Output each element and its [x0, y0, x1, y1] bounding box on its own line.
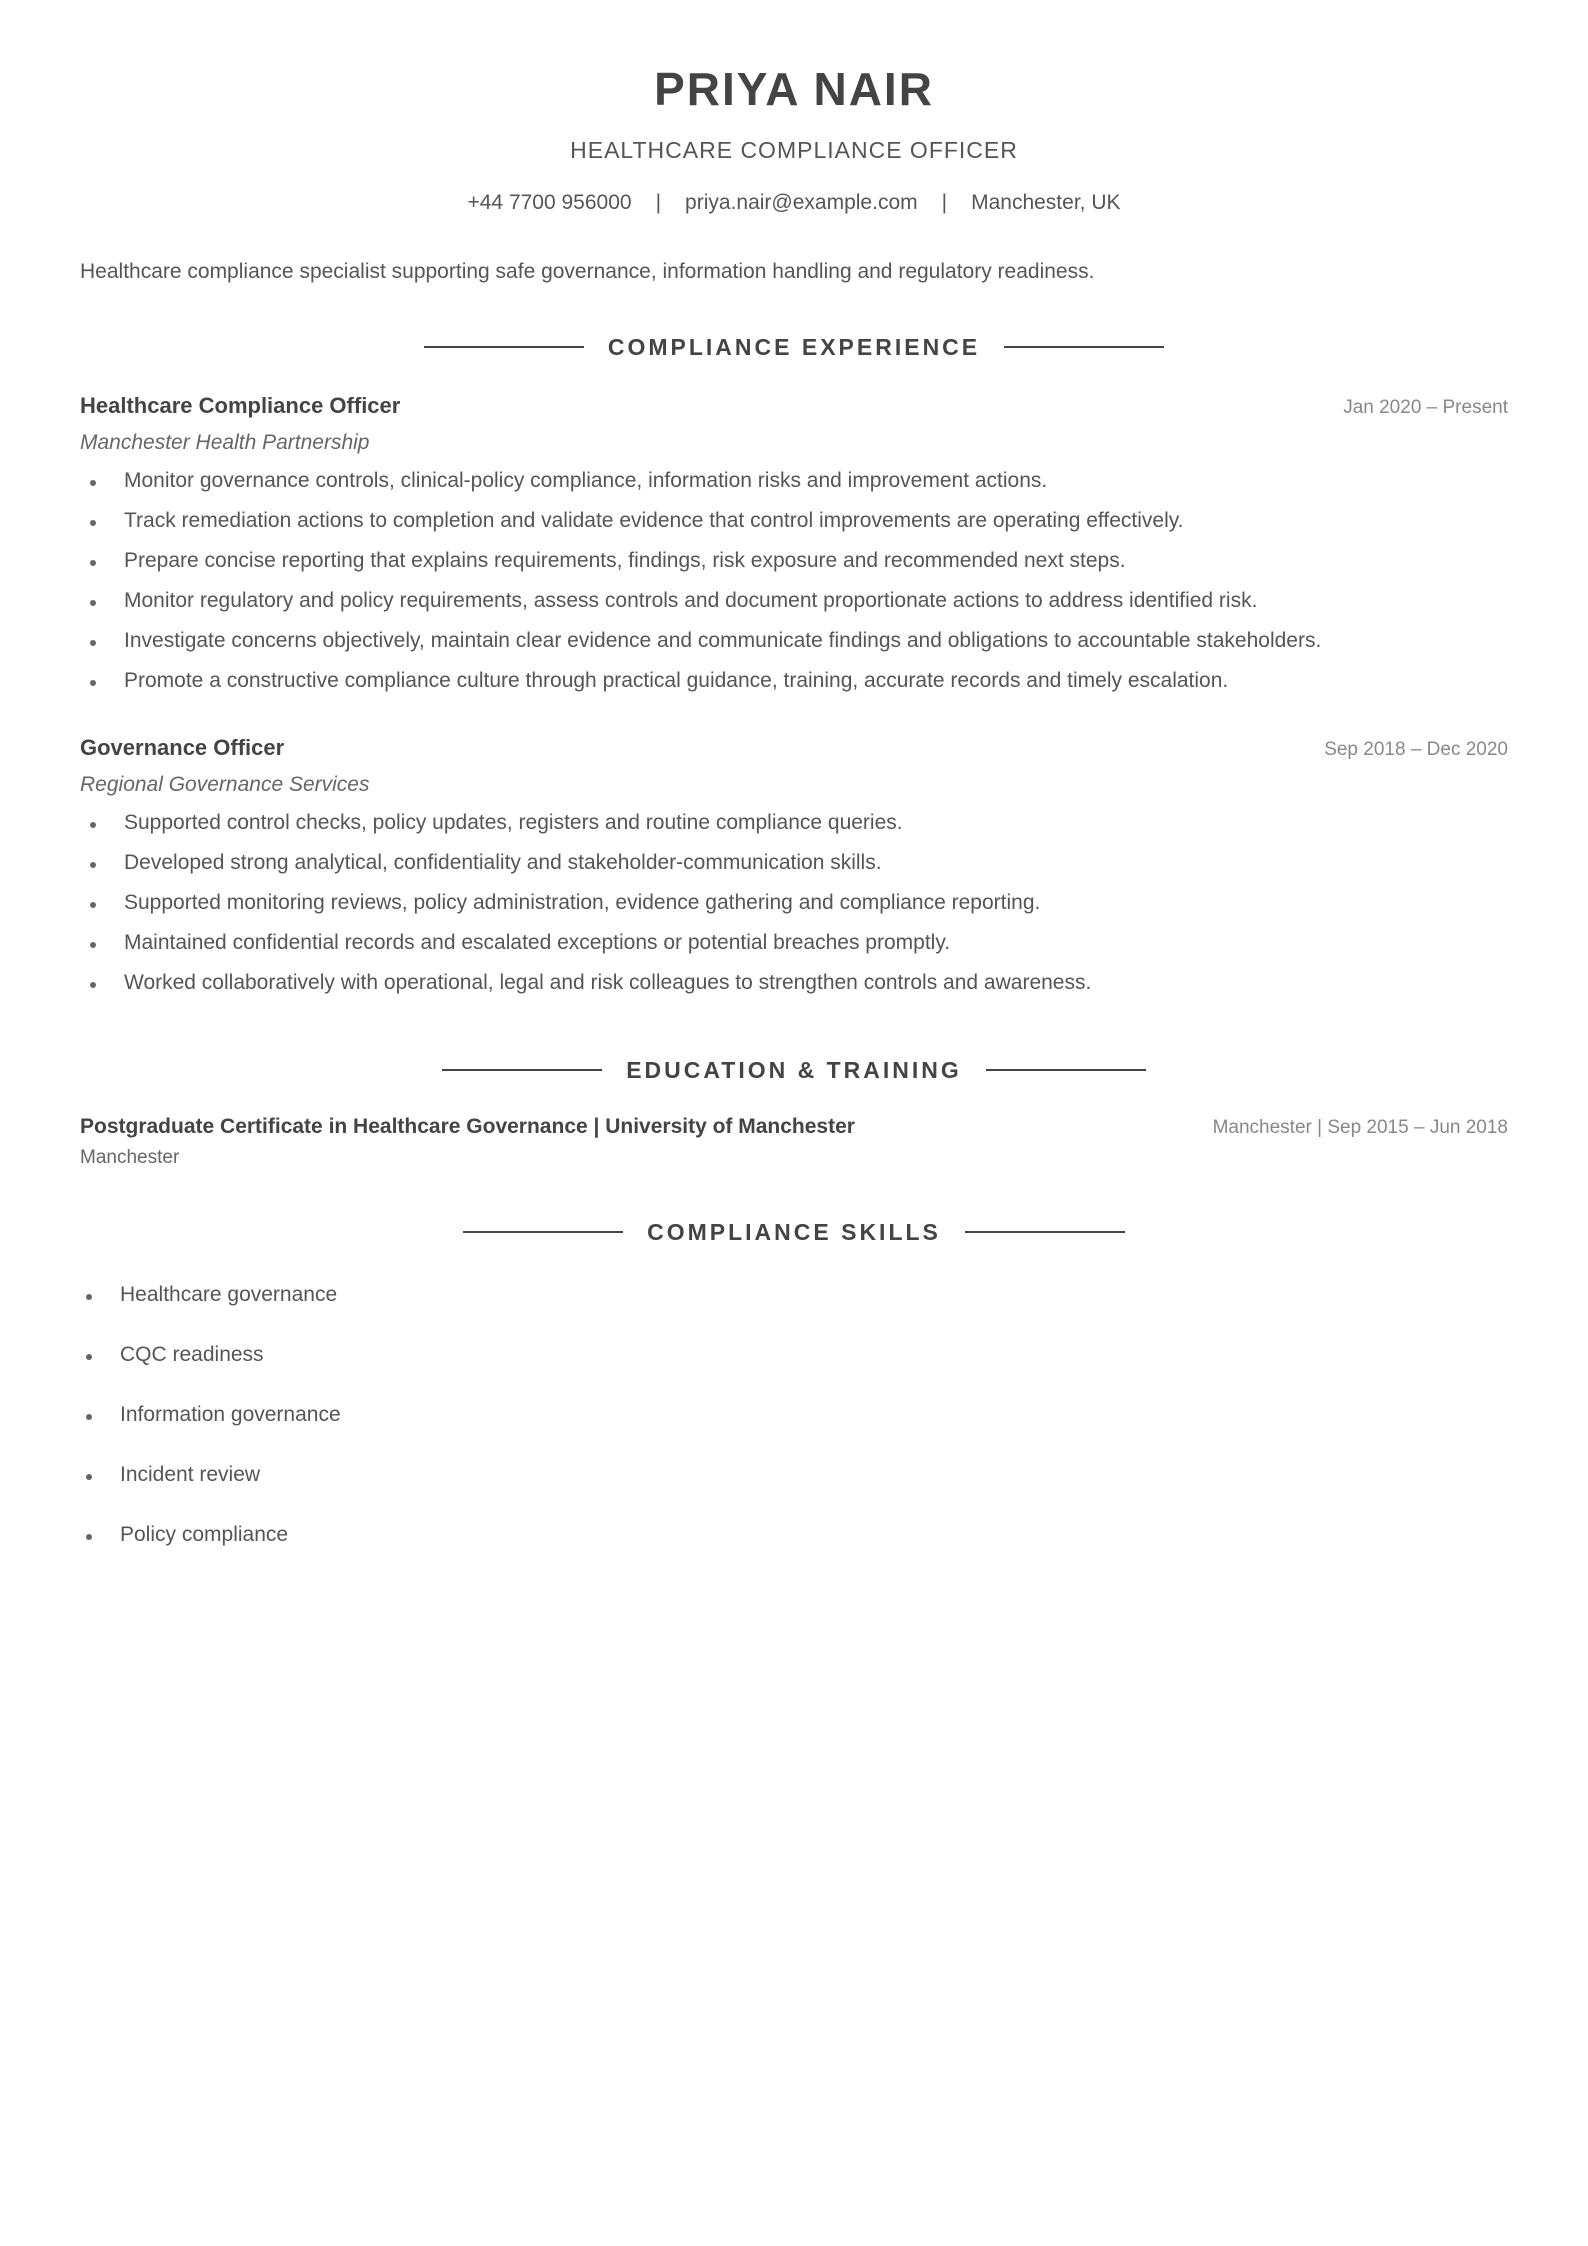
skill-item: Information governance: [80, 1402, 1508, 1462]
education-location: Manchester: [80, 1147, 180, 1168]
education-meta: Manchester | Sep 2015 – Jun 2018: [1212, 1117, 1508, 1138]
contact-email: priya.nair@example.com: [685, 191, 918, 214]
contact-location: Manchester, UK: [971, 191, 1121, 214]
job-bullet: Developed strong analytical, confidentiality and stakeholder-communication skills.: [80, 850, 1508, 890]
job-dates: Jan 2020 – Present: [1343, 397, 1508, 418]
job-bullet: Promote a constructive compliance culture through practical guidance, training, accurate records and timely escalation.: [80, 668, 1508, 708]
job-header: [80, 734, 1508, 762]
job-bullet-list: [80, 810, 1508, 1010]
job-bullet: Monitor regulatory and policy requirements, assess controls and document proportionate actions to address identified risk.: [80, 588, 1508, 628]
heading-rule-right: [986, 1069, 1146, 1071]
contact-line: [80, 190, 1508, 216]
job-title: Healthcare Compliance Officer: [80, 393, 401, 418]
contact-separator: |: [941, 191, 948, 214]
job-bullet: Monitor governance controls, clinical-policy compliance, information risks and improvement actions.: [80, 468, 1508, 508]
contact-phone: +44 7700 956000: [467, 191, 632, 214]
job-title: Governance Officer: [80, 735, 285, 760]
skill-item: Policy compliance: [80, 1522, 1508, 1582]
job-bullet: Prepare concise reporting that explains requirements, findings, risk exposure and recommended next steps.: [80, 548, 1508, 588]
job-bullet: Investigate concerns objectively, maintain clear evidence and communicate findings and obligations to accountable stakeholders.: [80, 628, 1508, 668]
job-bullet: Supported control checks, policy updates, registers and routine compliance queries.: [80, 810, 1508, 850]
job-entry: [80, 392, 1508, 708]
section-heading-skills: [80, 1218, 1508, 1246]
heading-rule-left: [463, 1231, 623, 1233]
job-company: Manchester Health Partnership: [80, 431, 370, 454]
education-entry: [80, 1114, 1508, 1170]
section-heading-education: [80, 1056, 1508, 1084]
section-heading-text: COMPLIANCE EXPERIENCE: [607, 334, 981, 360]
job-header: [80, 392, 1508, 420]
heading-rule-right: [965, 1231, 1125, 1233]
job-bullet-list: [80, 468, 1508, 708]
skill-item: Incident review: [80, 1462, 1508, 1522]
candidate-headline: HEALTHCARE COMPLIANCE OFFICER: [570, 137, 1018, 163]
skill-item: Healthcare governance: [80, 1282, 1508, 1342]
heading-rule-left: [424, 346, 584, 348]
contact-separator: |: [655, 191, 662, 214]
job-bullet: Track remediation actions to completion and validate evidence that control improvements are operating effectively.: [80, 508, 1508, 548]
job-bullet: Worked collaboratively with operational, legal and risk colleagues to strengthen controls and awareness.: [80, 970, 1508, 1010]
skill-item: CQC readiness: [80, 1342, 1508, 1402]
job-dates: Sep 2018 – Dec 2020: [1324, 739, 1508, 760]
section-heading-text: COMPLIANCE SKILLS: [647, 1219, 941, 1245]
profile-summary: Healthcare compliance specialist supporting safe governance, information handling and regulatory readiness.: [80, 260, 1095, 283]
candidate-name: PRIYA NAIR: [654, 63, 934, 115]
heading-rule-left: [442, 1069, 602, 1071]
job-entry: [80, 734, 1508, 1010]
job-bullet: Maintained confidential records and escalated exceptions or potential breaches promptly.: [80, 930, 1508, 970]
heading-rule-right: [1004, 346, 1164, 348]
section-heading-text: EDUCATION & TRAINING: [626, 1057, 962, 1083]
job-bullet: Supported monitoring reviews, policy administration, evidence gathering and compliance reporting.: [80, 890, 1508, 930]
education-degree: Postgraduate Certificate in Healthcare Governance | University of Manchester: [80, 1115, 855, 1138]
skills-list: [80, 1282, 1508, 1582]
section-heading-experience: [80, 333, 1508, 361]
education-header: [80, 1114, 1508, 1140]
job-company: Regional Governance Services: [80, 773, 370, 796]
